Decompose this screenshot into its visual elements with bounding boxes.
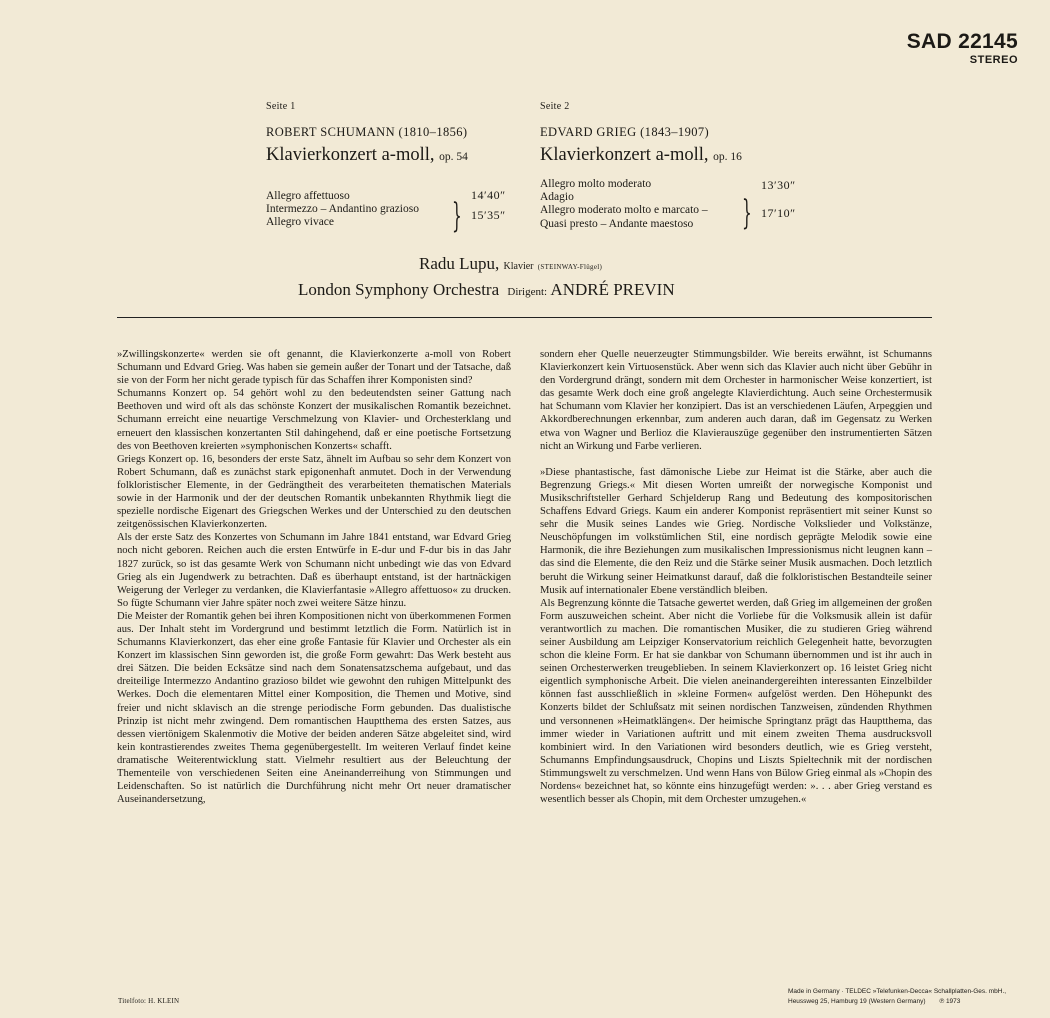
stereo-label: STEREO <box>969 54 1018 66</box>
side2-movement: Quasi presto – Andante maestoso <box>540 217 694 230</box>
side1-duration: 14′40″ <box>471 188 506 202</box>
paragraph: Als der erste Satz des Konzertes von Schumann im Jahre 1841 entstand, war Edvard Grieg noch nicht geboren. Reichen auch die ersten Entwürfe in E-dur und F-dur bis in das Jahr 1827 zurück, so ist das gesamte Werk von Schumann nicht unbedingt wie das von Edvard Grieg als ein Jugendwerk zu betrachten. Daß es überhaupt entstand, ist der hartnäckigen Weigerung der Verleger zu verdanken, die Klavierfantasie »Allegro affettuoso« zu drucken. So fügte Schumann vier Jahre später noch zwei weitere Sätze hinzu. <box>117 532 511 609</box>
side1-label: Seite 1 <box>266 101 296 112</box>
paragraph: Als Begrenzung könnte die Tatsache gewertet werden, daß Grieg im allgemeinen der großen Form auszuweichen scheint. Aber nicht die Vorliebe für die Volksmusik allein ist dafür verantwortlich zu machen. Die romantischen Musiker, die zu studieren Grieg während seiner Ausbildung am Leipziger Konservatorium reichlich Gelegenheit hatte, bevorzugten schon die kleine Form. Er hat sie dankbar von Schumann übernommen und ist ihr auch in seinen Orchesterwerken treugeblieben. In seinem Klavierkonzert op. 16 leistet Grieg nicht eigentlich symphonische Arbeit. Die vielen aneinandergereihten interessanten Einzelbilder können fast ausschließlich in »kleine Formen« aufgelöst werden. Den Höhepunkt des Konzerts bildet der Schlußsatz mit seinen nordischen Tanzweisen, zündenden Rhythmen und versonnenen »Heimatklängen«. Der heimische Springtanz prägt das Hauptthema, das immer wieder in Variationen auftritt und mit einem zweiten Thema ausdrucksvoll kombiniert wird. In den Variationen wird besonders deutlich, wie es Grieg versteht, Schumanns Empfindungsausdruck, Chopins und Liszts Spieltechnik mit der nordischen Stimmungswelt zu verschmelzen. Und wenn Hans von Bülow Grieg einmal als »Chopin des Nordens« bezeichnet hat, so könnte eins hinzugefügt werden: ». . . aber Grieg verstand es wesentlich besser als Chopin, mit dem Orchester umzugehen.« <box>540 597 932 806</box>
paragraph: »Diese phantastische, fast dämonische Liebe zur Heimat ist die Stärke, aber auch die Begrenzung Griegs.« Mit diesen Worten umreißt der norwegische Komponist und Musikschriftsteller Gerhard Schjelderup Rang und Bedeutung des kompositorischen Schaffens Edvard Griegs. Kaum ein anderer Komponist repräsentiert mit seiner Kunst so sehr die Musik seines Landes wie Grieg. Nordische Volkslieder und Volkstänze, Neuschöpfungen im volkstümlichen Stil, eine nordisch geprägte Melodik sowie eine Harmonik, die ihre Beziehungen zum musikalischen Impressionismus nicht leugnen kann – das sind die Elemente, die den Reiz und die Stärke seiner Musik ausmachen. Doch letztlich beruht die Wirkung seiner Heimatkunst darauf, daß die folkloristischen Bestandteile seiner Musik auf internationaler Ebene verständlich bleiben. <box>540 466 932 596</box>
side1-movement: Intermezzo – Andantino grazioso <box>266 203 419 216</box>
side2-work: Klavierkonzert a-moll, <box>540 145 709 165</box>
conductor-label: Dirigent: <box>507 286 548 298</box>
paragraph: Schumanns Konzert op. 54 gehört wohl zu den bedeutendsten seiner Gattung nach Beethoven und wird oft als das schönste Konzert der musikalischen Romantik bezeichnet. Schumann erreicht eine neuartige Verschmelzung von Klavier- und Orchesterklang und erneuert den klassischen konzertanten Stil dahingehend, daß er eine poetische Fortsetzung des von Beethoven kreierten »symphonischen Konzerts« schafft. <box>117 388 511 452</box>
side2-label: Seite 2 <box>540 101 570 112</box>
side1-movement-list <box>266 190 419 230</box>
soloist-line <box>419 254 602 274</box>
orchestra-line <box>298 280 675 300</box>
side2-movement-list <box>540 178 708 231</box>
side1-brace: } <box>452 196 462 236</box>
side2-brace: } <box>742 193 752 233</box>
side2-opus: op. 16 <box>713 151 742 163</box>
soloist-instrument: Klavier <box>503 261 534 272</box>
piano-make: (STEINWAY-Flügel) <box>537 263 603 271</box>
soloist-name: Radu Lupu, <box>419 254 500 273</box>
side1-opus: op. 54 <box>439 151 468 163</box>
divider-rule <box>117 317 932 318</box>
orchestra-name: London Symphony Orchestra <box>298 280 500 299</box>
side1-movement: Allegro vivace <box>266 216 335 229</box>
side1-duration: 15′35″ <box>471 208 506 222</box>
side2-composer: EDVARD GRIEG (1843–1907) <box>540 125 710 139</box>
imprint-address: Heussweg 25, Hamburg 19 (Western Germany) <box>788 997 926 1005</box>
imprint <box>788 987 1006 1006</box>
side1-movement: Allegro affettuoso <box>266 190 350 202</box>
side2-movement: Adagio <box>540 191 574 204</box>
paragraph: »Zwillingskonzerte« werden sie oft genannt, die Klavierkonzerte a-moll von Robert Schumann und Edvard Grieg. Was haben sie gemein außer der Tonart und der Tatsache, daß sie von der Form her nicht gerade typisch für das Schaffen ihrer Komponisten sind? <box>117 349 511 387</box>
side2-duration: 13′30″ <box>761 178 796 192</box>
liner-notes-left-column <box>117 348 511 806</box>
imprint-line: Made in Germany · TELDEC »Telefunken-Decca« Schallplatten-Ges. mbH., <box>788 988 1007 995</box>
catalog-number: SAD 22145 <box>906 30 1018 53</box>
copyright: ℗ 1973 <box>939 997 961 1005</box>
paragraph: Die Meister der Romantik gehen bei ihren Kompositionen nicht von überkommenen Formen aus. Der Inhalt steht im Vordergrund und bestimmt letztlich die Form. Natürlich ist in Schumanns Klavierkonzert, das eher eine große Fantasie für Klavier und Orchester als ein Konzert im klassischen Sinn geworden ist, die große Form gewahrt: Das Werk besteht aus drei Sätzen. Die beiden Ecksätze sind nach dem Sonatensatzschema aufgebaut, und das dreiteilige Intermezzo Andantino grazioso bildet wie gewohnt den ruhigen Mittelpunkt des Werkes. Doch die elementaren Mittel einer Komposition, die Themen und Motive, sind freier und nicht sklavisch an die strenge periodische Form gebunden. Das dualistische Prinzip ist nicht mehr zwingend. Dem romantischen Hauptthema des ersten Satzes, aus dessen viertönigem Skalenmotiv die Motive der beiden anderen Sätze abgeleitet sind, wird kein kontrastierendes zweites Thema gegenübergestellt. Im weiteren Verlauf findet keine dramatische Weiterentwicklung statt. Vielmehr resultiert aus der Beleuchtung der Thementeile von verschiedenen Seiten eine Aneinanderreihung von Stimmungen und Leidenschaften. So ist natürlich die Durchführung nicht mehr Ort neuer dramatischer Auseinandersetzung, <box>117 610 511 806</box>
conductor-name: ANDRÉ PREVIN <box>550 280 675 299</box>
imprint-line <box>788 997 1006 1007</box>
paragraph: sondern eher Quelle neuerzeugter Stimmungsbilder. Wie bereits erwähnt, ist Schumanns Klavierkonzert kein Virtuosenstück. Aber wenn sich das Klavier auch nicht über Gebühr in den Vordergrund drängt, sondern mit dem Orchester in harmonischer Weise konzertiert, ist das gesamte Werk doch eine groß angelegte Klavierdichtung. Auch seine Orchestermusik hat Schumann vom Klavier her konzipiert. Das ist an verschiedenen Läufen, Arpeggien und Akkordberechnungen erkennbar, zum anderen auch daran, daß im Gegensatz zu Werken etwa von Wagner und Berlioz die Klavierauszüge gegenüber den instrumentierten Sätzen nicht an Wirkung und Farbe verlieren. <box>540 349 932 452</box>
side2-movement: Allegro molto moderato <box>540 178 652 190</box>
side2-movement: Allegro moderato molto e marcato – <box>540 204 708 217</box>
liner-notes-right-column <box>540 348 932 806</box>
side2-work-title <box>540 145 742 166</box>
paragraph: Griegs Konzert op. 16, besonders der erste Satz, ähnelt im Aufbau so sehr dem Konzert von Robert Schumann, daß es zunächst stark epigonenhaft anmutet. Doch in der Verwendung folkloristischer Elemente, in der Gedrängtheit des verarbeiteten thematischen Materials sowie in der Harmonik und der der deutschen Romantik unbekannten Rhythmik liegt die spezielle nordische Eigenart des Griegschen Werkes und der Unterschied zu den deutschen zeitgenössischen Klavierkonzerten. <box>117 453 511 531</box>
side1-work: Klavierkonzert a-moll, <box>266 145 435 165</box>
side2-duration: 17′10″ <box>761 206 796 220</box>
side1-composer: ROBERT SCHUMANN (1810–1856) <box>266 125 468 139</box>
photo-credit: Titelfoto: H. KLEIN <box>118 997 180 1005</box>
side1-work-title <box>266 145 468 166</box>
